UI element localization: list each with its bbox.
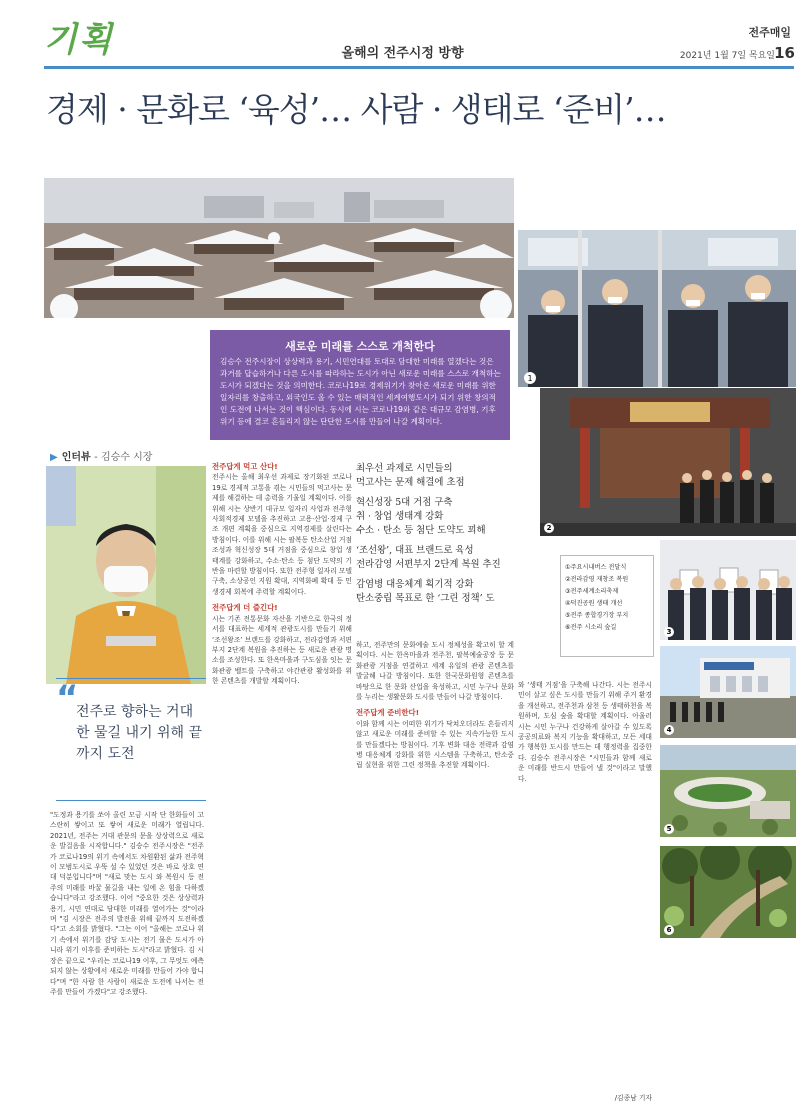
summary-line: 전라감영 서편부지 2단계 복원 추진 [356,559,501,570]
award-ceremony-photo [660,540,796,640]
column-2 [212,462,352,1102]
summary-line: 혁신성장 5대 거점 구축 [356,497,453,508]
byline: /김종남 기자 [614,1094,652,1102]
quote-rule-bottom [56,800,206,801]
section-3-title: 전주답게 준비한다! [356,708,420,718]
photo-number-5: 5 [664,824,674,834]
panel-title: 새로운 미래를 스스로 개척한다 [285,340,435,353]
photo-number-3: 3 [664,627,674,637]
bus-ceremony-photo [518,230,796,387]
photo-number-6: 6 [664,925,674,935]
legend-item: ④덕진공원 생태 개선 [565,600,623,607]
mayor-portrait [46,466,206,684]
photo-legend [560,555,654,657]
section-1-title: 전주답게 먹고 산다! [212,462,278,471]
building-photo [660,646,796,738]
legend-item: ①주요시내버스 전달식 [565,564,627,571]
legend-item: ⑥전주 시소리 숲길 [565,624,617,631]
quote-icon: “ [56,678,79,718]
interview-person: - 김승수 시장 [94,452,153,463]
column-4-text: 와 ‘생태 거점’을 구축해 나간다. 시는 전주시민이 살고 싶은 도시를 만들기 위해 주거 환경을 개선하고, 전주천과 삼천 등 생태하천을 복원하며, 도심 숲을 확대할 계획이다. 아울러 시는 시민 누구나 건강하게 살아갈 수 있도록 공공의료와 복지 기능을 확대하고, 모든 세대가 행복한 도시를 만드는 데 행정력을 집중한다. 김승수 전주시장은 "시민들과 함께 새로운 미래를 반드시 만들어 낼 것"이라고 말했다. [518,681,652,783]
summary-line: 취 · 창업 생태계 강화 [356,511,444,522]
summary-box [356,462,514,606]
interview-word: 인터뷰 [61,452,91,463]
summary-line: 탄소중립 목표로 한 ‘그린 정책’ 도 [356,593,495,604]
column-3 [356,640,514,1106]
section-2-text: 시는 기존 전통문화 자산을 기반으로 한국의 정서를 대표하는 세계적 관광도시를 만들기 위해 ‘조선왕조’ 브랜드를 강화하고, 전라감영과 서편부지 2단계 복원을 추진하는 등 새로운 관광 명소를 조성한다. 또 한옥마을과 구도심을 잇는 문화관광 벨트를 구축하고 야간관광 활성화를 위한 콘텐츠를 개발할 계획이다. [212,614,352,686]
summary-line: 감염병 대응체계 획기적 강화 [356,579,474,590]
stadium-rendering [660,745,796,837]
legend-item: ②전라감영 재창조 복원 [565,576,629,583]
legend-item: ③전주세계소리축제 [565,588,619,595]
summary-line: 최우선 과제로 시민들의 [356,463,453,474]
header-rule [44,66,794,69]
hall-ceremony-photo [540,388,796,536]
photo-number-1: 1 [527,374,533,383]
section-3-text: 이와 함께 시는 어떠한 위기가 닥쳐오더라도 흔들리지 않고 새로운 미래를 준비할 수 있는 지속가능한 도시를 만들겠다는 방침이다. 기후 변화 대응 전략과 감염병 대응체계 강화를 위한 시스템을 구축하고, 탄소중립 실현을 위한 그린 정책을 추진할 계획이다. [356,719,514,770]
hanok-village-photo [44,178,514,318]
main-headline: 경제 · 문화로 ‘육성’… 사람 · 생태로 ‘준비’… [46,90,666,129]
summary-line: 먹고사는 문제 해결에 초점 [356,477,465,488]
summary-line: 수소 · 탄소 등 첨단 도약도 꾀해 [356,525,486,536]
summary-line: ‘조선왕’, 대표 브랜드로 육성 [356,545,474,556]
column-1-text: "도정과 용기를 쏘아 올린 모금 시작 단 한화들이 고스란히 쌓이고 또 쌓여 새로운 미래가 열립니다. 2021년, 전주는 거대 관문의 문을 상상력으로 새로운 발걸음을 시작합니다." 김승수 전주시장은 "전주가 코로나19의 위기 속에서도 차원환된 삶과 전주혁이 모범도시로 우뚝 설 수 있었던 것은 바로 상호 연대 덕분입니다"며 "새로 맞는 도시 와 복원시 등 전주의 미래를 바꿀 물길을 내는 일에 온 힘을 다하겠습니다"라고 강조했다. 이어 "중요한 것은 상상력과 용기, 시민 연대로 담대한 미래를 열어가는 것"이라며 "김 시장은 전주의 발전을 위해 끝까지 도전하겠다"고 소회를 밝혔다. "그는 이어 "올해는 코로나 위기 속에서 위기를 감당 도시는 전기 물은 도시가 아니라 위기 이후를 준비하는 도시"라고 밝혔다. 김 시장은 끝으로 "우리는 코로나19 이후, 그 무엇도 예측되지 않는 상황에서 새로운 미래를 만들어 가야 합니다"며 "한 사람 한 사람이 새로운 도전에 나서는 전주를 만들어 가겠다"고 강조했다. [50,811,204,996]
quote-rule-top [56,678,206,679]
section-1-text: 전주시는 올해 최우선 과제로 장기화된 코로나19로 경제적 고통을 겪는 시민들의 먹고사는 문제를 해결하는 데 총력을 기울일 계획이다. 이를 위해 시는 상반기 대규모 일자리 사업과 전주형 사회적경제 모델을 추진하고 고용·산업·경제 구조 개편 계획을 중심으로 지역경제를 살린다는 방침이다. 이를 위해 시는 팔복동 탄소산업 거점 조성과 혁신성장 5대 거점을 중심으로 창업 생태계를 강화하고, 수소·탄소 등 첨단 도약의 기반을 마련할 방침이다. 또한 전주형 일자리 모델 구축, 소상공인 지원 확대, 지역화폐 확대 등 민생경제 회복에 주력할 계획이다. [212,473,352,596]
triangle-icon: ▶ [50,452,58,463]
column-3-text: 하고, 전주만의 문화예술 도시 정체성을 확고히 할 계획이다. 시는 한옥마을과 전주천, 팔복예술공장 등 문화관광 거점을 연결하고 세계 유일의 관광 콘텐츠를 발굴해 나갈 방침이다. 또한 한국문화원형 콘텐츠를 바탕으로 한 문화 산업을 육성하고, 시민 누구나 문화를 누리는 생활문화 도시를 만들어 나갈 방침이다. [356,641,514,702]
intro-panel [210,330,510,440]
photo-number-2: 2 [544,523,554,533]
section-logo: 기획 [44,20,114,60]
page-number: 16 [774,44,795,62]
newspaper-name: 전주매일 [748,26,791,39]
legend-item: ⑤전주 종합경기장 부지 [565,612,629,619]
section-2-title: 전주답게 더 즐긴다! [212,603,278,613]
interview-label [50,448,152,463]
issue-date: 2021년 1월 7일 목요일 [679,51,775,61]
panel-body: 김승수 전주시장이 상상력과 용기, 시민연대를 토대로 담대한 미래를 열겠다는 것은 과거를 답습하거나 다른 도시를 따라하는 도시가 아닌 새로운 미래를 스스로 개척하는 도시가 되겠다는 것을 의미한다. 코로나19로 경제위기가 찾아온 새로운 미래를 위한 일자리를 창출하고, 외국인도 올 수 있는 매력적인 세계여행도시가 되기 위한 창의적인 도전에 나서는 것이 핵심이다. 동시에 시는 코로나19와 같은 대규모 감염병, 기후위기 등에 결코 흔들리지 않는 단단한 도시를 만들어 나갈 계획이다. [220,357,501,426]
section-title: 올해의 전주시정 방향 [341,46,464,61]
pull-quote: 전주로 향하는 거대한 물길 내기 위해 끝까지 도전 [76,704,202,762]
photo-number-4: 4 [664,725,674,735]
forest-path-photo [660,846,796,938]
